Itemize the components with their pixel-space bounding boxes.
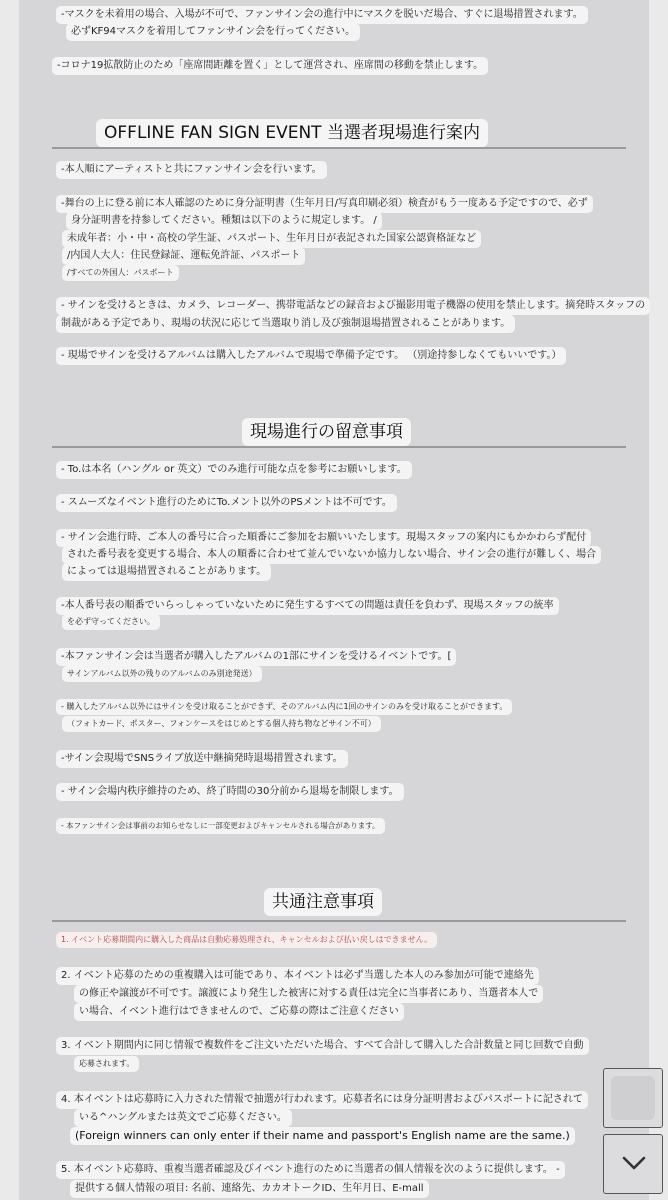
left-margin-strip: [0, 0, 19, 1200]
right-margin-strip: [649, 0, 668, 1200]
notice-line: 制裁がある予定であり、現場の状況に応じて当選取り消し及び強制退場措置されることがあります。: [56, 315, 515, 333]
notice-line: 応募されます。: [74, 1056, 139, 1072]
notice-line: - サイン会場内秩序維持のため、終了時間の30分前から退場を制限します。: [56, 783, 404, 801]
notice-line: い場合、イベント進行はできませんので、ご応募の際はご注意ください: [74, 1003, 404, 1021]
notice-line: された番号表を変更する場合、本人の順番に合わせて並んでいないか協力しない場合、サイン会の進行が難しく、場合: [62, 546, 601, 564]
notice-line: - To.は本名（ハングル or 英文）でのみ進行可能な点を参考にお願いします。: [56, 461, 412, 479]
section-title-offline: OFFLINE FAN SIGN EVENT 当選者現場進行案内: [96, 119, 488, 147]
notice-line: - 現場でサインを受けるアルバムは購入したアルバムで現場で準備予定です。 （別途持参しなくてもいいです。）: [56, 347, 566, 365]
floating-menu-button[interactable]: [603, 1068, 663, 1128]
notice-line: /すべての外国人：パスポート: [62, 265, 179, 281]
notice-line: -本ファンサイン会は当選者が購入したアルバムの1部にサインを受けるイベントです。[: [56, 648, 456, 666]
section-title-common: 共通注意事項: [264, 888, 382, 916]
notice-line-english: (Foreign winners can only enter if their name and passport's English name are the same.): [70, 1127, 575, 1145]
section-title-notes: 現場進行の留意事項: [242, 418, 411, 446]
notice-line: 身分証明書を持参してください。種類は以下のように規定します。 /: [66, 212, 382, 230]
scroll-down-button[interactable]: [603, 1134, 663, 1194]
notice-line: 3. イベント期間内に同じ情報で複数件をご注文いただいた場合、すべて合計して購入した合計数量と同じ回数で自動: [56, 1037, 589, 1055]
notice-line: （フォトカード、ポスター、フォンケースをはじめとする個人持ち物などサイン不可）: [62, 716, 381, 732]
section-divider: [52, 446, 626, 448]
notice-line: を必ず守ってください。: [62, 614, 160, 630]
section-divider: [52, 147, 626, 149]
notice-line: -コロナ19拡散防止のため「座席間距離を置く」として運営され、座席間の移動を禁止します。: [52, 57, 488, 75]
notice-line: - 購入したアルバム以外にはサインを受け取ることができず、そのアルバム内に1回のサインのみを受け取ることができます。: [56, 699, 512, 715]
notice-line: 必ずKF94マスクを着用してファンサイン会を行ってください。: [66, 23, 360, 41]
notice-line: 5. 本イベント応募時、重複当選者確認及びイベント進行のために当選者の個人情報を次のように提供します。 -: [56, 1161, 565, 1179]
notice-line: -本人順にアーティストと共にファンサイン会を行います。: [56, 161, 327, 179]
notice-line: サインアルバム以外の残りのアルバムのみ別途発送）: [62, 666, 262, 682]
notice-line: -サイン会現場でSNSライブ放送中継摘発時退場措置されます。: [56, 750, 348, 768]
notice-line: 提供する個人情報の項目: 名前、連絡先、カカオトークID、生年月日、E-mall: [70, 1180, 429, 1198]
notice-line: の修正や譲渡が不可です。譲渡により発生した被害に対する責任は完全に当事者にあり、当選者本人で: [74, 985, 543, 1003]
floating-button-surface: [611, 1076, 655, 1120]
notice-line: - サインを受けるときは、カメラ、レコーダー、携帯電話などの録音および撮影用電子機器の使用を禁止します。摘発時スタッフの: [56, 297, 650, 315]
warning-line: 1. イベント応募期間内に購入した商品は自動応募処理され、キャンセルおよび払い戻しはできません。: [56, 932, 437, 948]
notice-line: - 本ファンサイン会は事前のお知らせなしに一部変更およびキャンセルされる場合があります。: [56, 818, 385, 834]
notice-line: 2. イベント応募のための重複購入は可能であり、本イベントは必ず当選した本人のみ参加が可能で連絡先: [56, 967, 539, 985]
notice-line: - スムーズなイベント進行のためにTo.メント以外のPSメントは不可です。: [56, 494, 397, 512]
notice-line: - サイン会進行時、ご本人の番号に合った順番にご参加をお願いいたします。現場スタッフの案内にもかかわらず配付: [56, 529, 591, 547]
chevron-down-icon: [621, 1155, 647, 1171]
notice-line: 未成年者：小・中・高校の学生証、パスポート、生年月日が表記された国家公認資格証など: [62, 230, 481, 248]
notice-line: 4. 本イベントは応募時に入力された情報で抽選が行われます。応募者名には身分証明書およびパスポートに記されて: [56, 1091, 588, 1109]
notice-line: いる^ハングルまたは英文でご応募ください。: [74, 1109, 292, 1127]
notice-line: /内国人大人：住民登録証、運転免許証、パスポート: [62, 247, 305, 265]
section-divider: [52, 920, 626, 922]
notice-line: -舞台の上に登る前に本人確認のために身分証明書（生年月日/写真印刷必須）検査がもう一度ある予定ですので、必ず: [56, 195, 593, 213]
notice-line: によっては退場措置されることがあります。: [62, 563, 271, 581]
notice-line: -マスクを未着用の場合、入場が不可で、ファンサイン会の進行中にマスクを脱いだ場合、すぐに退場措置されます。: [56, 6, 588, 24]
notice-line: -本人番号表の順番でいらっしゃっていないために発生するすべての問題は責任を負わず、現場スタッフの統率: [56, 597, 559, 615]
